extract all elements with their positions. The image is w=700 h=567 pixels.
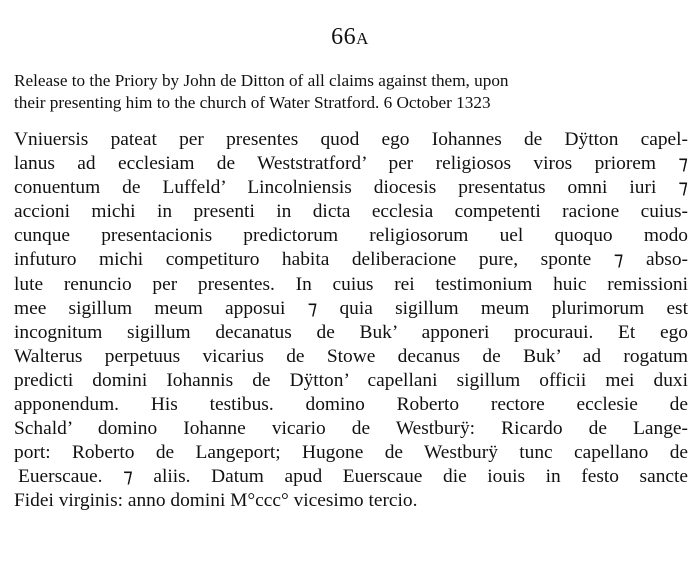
charter-line: lanus ad ecclesiam de Weststratford’ per religiosos viros priorem ⁊ — [14, 153, 688, 175]
charter-line: mee sigillum meum apposui ⁊ quia sigillum meum plurimorum est — [14, 297, 688, 319]
document-number-suffix: A — [356, 29, 369, 48]
charter-line: Euerscaue. ⁊ aliis. Datum apud Euerscaue die iouis in festo sancte — [18, 466, 688, 488]
charter-line: incognitum sigillum decanatus de Buk’ apponeri procuraui. Et ego — [14, 321, 688, 343]
charter-line: Schald’ domino Iohanne vicario de Westburÿ: Ricardo de Lange- — [14, 418, 688, 440]
charter-line: Fidei virginis: anno domini M°ccc° vicesimo tercio. — [14, 490, 418, 512]
charter-line: cunque presentacionis predictorum religiosorum uel quoquo modo — [14, 225, 688, 247]
charter-line: port: Roberto de Langeport; Hugone de Westburÿ tunc capellano de — [14, 442, 688, 464]
charter-line: lute renuncio per presentes. In cuius rei testimonium huic remissioni — [14, 273, 688, 295]
charter-line: infuturo michi competituro habita deliberacione pure, sponte ⁊ abso- — [14, 249, 688, 271]
document-number-value: 66 — [331, 24, 357, 50]
heading-line: Release to the Priory by John de Ditton of all claims against them, upon — [14, 71, 509, 90]
charter-line: Vniuersis pateat per presentes quod ego Iohannes de Dÿtton capel- — [14, 129, 688, 150]
document-heading — [14, 70, 690, 114]
charter-line: predicti domini Iohannis de Dÿtton’ capellani sigillum officii mei duxi — [14, 369, 688, 391]
charter-line: conuentum de Luffeld’ Lincolniensis diocesis presentatus omni iuri ⁊ — [14, 177, 688, 199]
charter-line: Walterus perpetuus vicarius de Stowe decanus de Buk’ ad rogatum — [14, 345, 688, 367]
charter-line: accioni michi in presenti in dicta ecclesia competenti racione cuius- — [14, 201, 688, 223]
charter-line: apponendum. His testibus. domino Roberto rectore ecclesie de — [14, 394, 688, 416]
heading-line: their presenting him to the church of Water Stratford. 6 October 1323 — [14, 93, 491, 112]
charter-text — [14, 128, 688, 514]
document-number — [0, 24, 700, 51]
